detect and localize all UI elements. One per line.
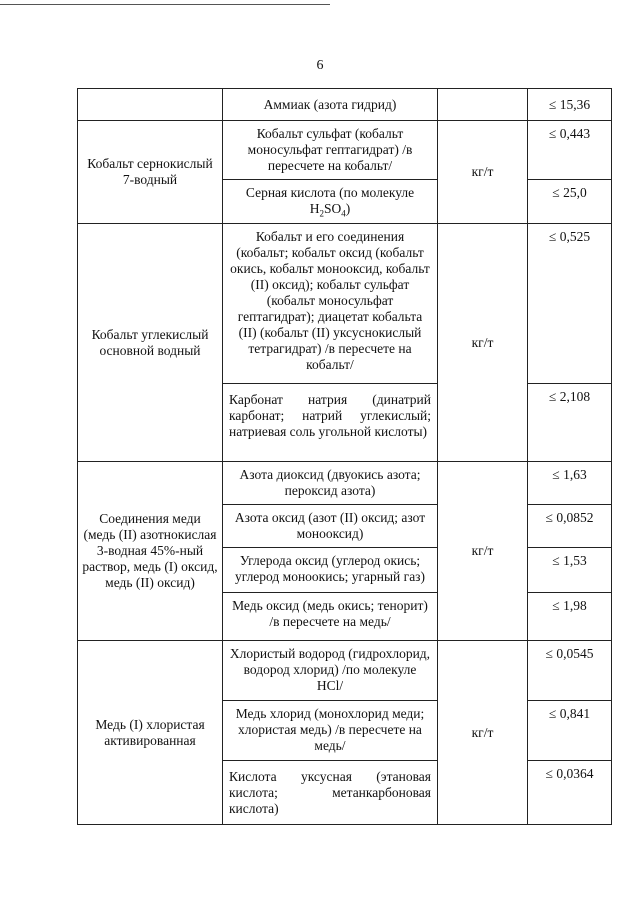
substance-cell: Карбонат натрия (динатрий карбонат; натрий углекислый; натриевая соль угольной кислоты) <box>223 384 438 462</box>
unit-cell: кг/т <box>438 462 528 641</box>
table-row <box>78 641 612 701</box>
substance-cell: Аммиак (азота гидрид) <box>223 89 438 121</box>
substance-cell: Углерода оксид (углерод окись; углерод моноокись; угарный газ) <box>223 548 438 593</box>
unit-cell <box>438 89 528 121</box>
product-cell <box>78 89 223 121</box>
page-number: 6 <box>316 58 324 73</box>
substance-cell: Хлористый водород (гидрохлорид, водород хлорид) /по молекуле HCl/ <box>223 641 438 701</box>
substance-cell: Азота оксид (азот (II) оксид; азот монооксид) <box>223 505 438 548</box>
table-row <box>78 121 612 180</box>
value-cell: ≤ 15,36 <box>528 89 612 121</box>
product-cell: Медь (I) хлористая активированная <box>78 641 223 825</box>
product-cell: Кобальт сернокислый 7-водный <box>78 121 223 224</box>
unit-cell: кг/т <box>438 641 528 825</box>
substance-cell: Серная кислота (по молекуле $H_2SO_4$) <box>223 180 438 224</box>
table-row <box>78 224 612 384</box>
table-row <box>78 462 612 505</box>
unit-cell: кг/т <box>438 121 528 224</box>
substance-cell: Кобальт и его соединения (кобальт; кобальт оксид (кобальт окись, кобальт монооксид, кобальт (II) оксид); кобальт сульфат (кобальт моносульфат гептагидрат); диацетат кобальта (II) (кобальт (II) уксуснокислый тетрагидрат) /в пересчете на кобальт/ <box>223 224 438 384</box>
value-cell: ≤ 1,63 <box>528 462 612 505</box>
value-cell: ≤ 1,53 <box>528 548 612 593</box>
value-cell: ≤ 2,108 <box>528 384 612 462</box>
product-cell: Соединения меди (медь (II) азотнокислая 3-водная 45%-ный раствор, медь (I) оксид, медь (II) оксид) <box>78 462 223 641</box>
substance-cell: Азота диоксид (двуокись азота; пероксид азота) <box>223 462 438 505</box>
value-cell: ≤ 0,443 <box>528 121 612 180</box>
substance-cell: Медь хлорид (монохлорид меди; хлористая медь) /в пересчете на медь/ <box>223 701 438 761</box>
value-cell: ≤ 1,98 <box>528 593 612 641</box>
value-cell: ≤ 0,0545 <box>528 641 612 701</box>
product-cell: Кобальт углекислый основной водный <box>78 224 223 462</box>
value-cell: ≤ 25,0 <box>528 180 612 224</box>
unit-cell: кг/т <box>438 224 528 462</box>
value-cell: ≤ 0,841 <box>528 701 612 761</box>
top-rule <box>0 4 330 5</box>
substance-cell: Кислота уксусная (этановая кислота; метанкарбоновая кислота) <box>223 761 438 825</box>
value-cell: ≤ 0,0852 <box>528 505 612 548</box>
substance-cell: Кобальт сульфат (кобальт моносульфат гептагидрат) /в пересчете на кобальт/ <box>223 121 438 180</box>
value-cell: ≤ 0,525 <box>528 224 612 384</box>
emissions-table <box>77 88 612 825</box>
table-row <box>78 89 612 121</box>
substance-cell: Медь оксид (медь окись; тенорит) /в пересчете на медь/ <box>223 593 438 641</box>
value-cell: ≤ 0,0364 <box>528 761 612 825</box>
